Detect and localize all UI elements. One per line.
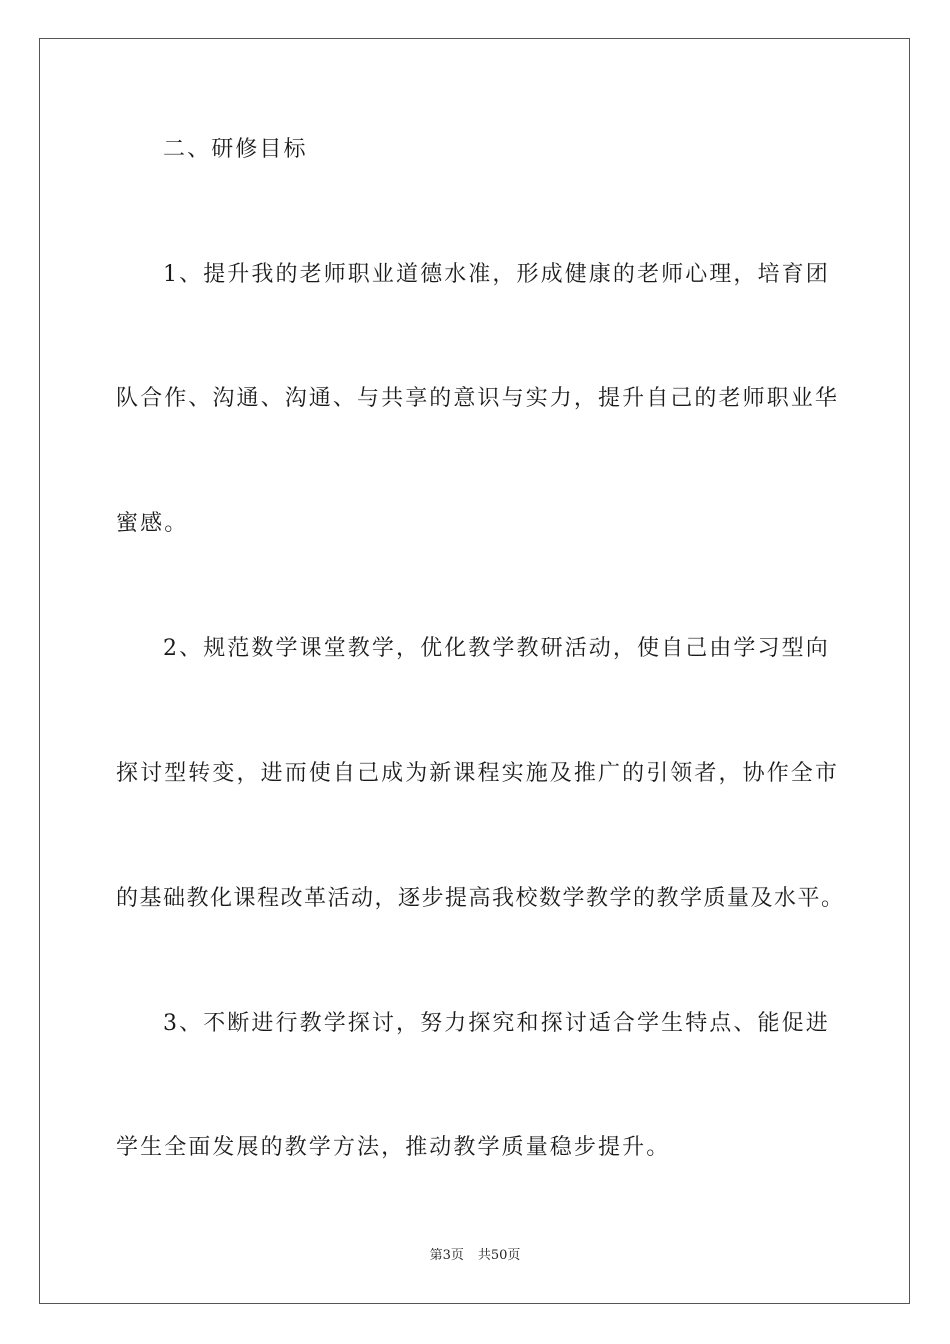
paragraph-line: 探讨型转变，进而使自己成为新课程实施及推广的引领者，协作全市 bbox=[116, 761, 840, 786]
paragraph-line: 的基础教化课程改革活动，逐步提高我校数学教学的教学质量及水平。 bbox=[116, 886, 845, 911]
paragraph-line: 1、提升我的老师职业道德水准，形成健康的老师心理，培育团 bbox=[163, 262, 830, 287]
paragraph-line: 3、不断进行教学探讨，努力探究和探讨适合学生特点、能促进 bbox=[163, 1011, 830, 1036]
paragraph-line: 学生全面发展的教学方法，推动教学质量稳步提升。 bbox=[116, 1135, 671, 1160]
page-footer bbox=[0, 1247, 950, 1265]
page-number: 第3页 bbox=[429, 1248, 464, 1263]
paragraph-line: 蜜感。 bbox=[116, 511, 189, 536]
page-border bbox=[39, 38, 910, 1304]
section-heading: 二、研修目标 bbox=[163, 137, 308, 162]
page-total: 共50页 bbox=[477, 1248, 521, 1263]
paragraph-line: 2、规范数学课堂教学，优化教学教研活动，使自己由学习型向 bbox=[163, 636, 830, 661]
paragraph-line: 队合作、沟通、沟通、与共享的意识与实力，提升自己的老师职业华 bbox=[116, 386, 840, 411]
